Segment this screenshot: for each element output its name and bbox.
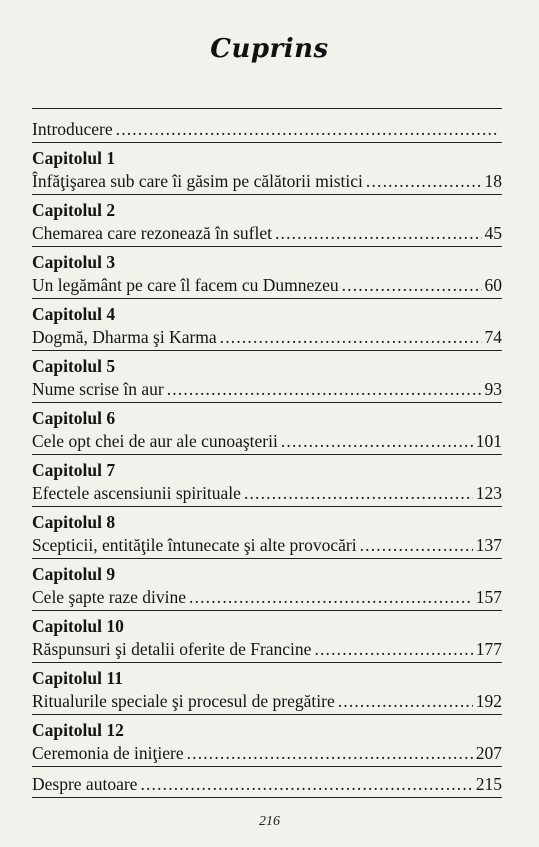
page-title: Cuprins [210,34,329,64]
toc-entry[interactable] [32,220,502,247]
toc-entry-title: Ritualurile speciale şi procesul de pregătire [32,691,335,711]
toc-entry-page: 60 [484,275,502,295]
chapter-heading: Capitolul 11 [32,668,123,688]
dot-leader [366,168,482,195]
dot-leader [187,740,473,767]
chapter-heading: Capitolul 1 [32,148,116,168]
toc-entry-page: 93 [484,379,502,399]
toc-entry[interactable] [32,324,502,351]
chapter-heading: Capitolul 8 [32,512,116,532]
toc-entry[interactable] [32,376,502,403]
dot-leader [116,109,499,149]
chapter-heading: Capitolul 6 [32,408,116,428]
toc-entry-title: Cele opt chei de aur ale cunoaşterii [32,431,278,451]
toc-entry-page: 137 [475,535,502,555]
toc-entry[interactable] [32,584,502,611]
dot-leader [140,767,472,801]
chapter-heading: Capitolul 7 [32,460,116,480]
toc-entry-title: Introducere [32,119,113,139]
dot-leader [314,636,472,663]
toc-entry-title: Înfăţişarea sub care îi găsim pe călătorii mistici [32,171,363,191]
toc-entry[interactable] [32,168,502,195]
toc-entry[interactable] [32,428,502,455]
dot-leader [220,324,482,351]
toc-entry-title: Chemarea care rezonează în suflet [32,223,272,243]
chapter-heading: Capitolul 2 [32,200,116,220]
toc-entry-page: 207 [475,743,502,763]
toc-entry[interactable] [32,688,502,715]
dot-leader [360,532,473,559]
toc-entry-page: 192 [475,691,502,711]
toc-entry[interactable] [32,767,502,798]
toc-entry-title: Despre autoare [32,774,138,794]
toc-entry-title: Scepticii, entităţile întunecate şi alte provocări [32,535,357,555]
dot-leader [167,376,482,403]
chapter-heading: Capitolul 3 [32,252,116,272]
chapter-heading: Capitolul 12 [32,720,124,740]
toc-entry[interactable] [32,480,502,507]
dot-leader [342,272,482,299]
chapter-heading: Capitolul 10 [32,616,124,636]
toc-entry[interactable] [32,740,502,767]
toc-entry-page: 177 [475,639,502,659]
toc-entry[interactable] [32,272,502,299]
chapter-heading: Capitolul 9 [32,564,116,584]
dot-leader [244,480,473,507]
toc-entry[interactable] [32,532,502,559]
toc-entry-title: Efectele ascensiunii spirituale [32,483,241,503]
toc-entry-page: 45 [484,223,502,243]
toc-entry-title: Nume scrise în aur [32,379,164,399]
toc-entry[interactable] [32,636,502,663]
page-number: 216 [259,814,280,829]
toc-entry-page: 123 [475,483,502,503]
table-of-contents [32,108,502,798]
dot-leader [189,584,473,611]
toc-entry-title: Cele şapte raze divine [32,587,187,607]
toc-entry-title: Răspunsuri şi detalii oferite de Francine [32,639,312,659]
chapter-heading: Capitolul 5 [32,356,116,376]
toc-entry-page: 157 [475,587,502,607]
toc-entry-page: 74 [484,327,502,347]
dot-leader [281,428,473,455]
toc-entry-page: 215 [475,774,502,794]
toc-entry-page: 101 [475,431,502,451]
chapter-heading: Capitolul 4 [32,304,116,324]
toc-entry-title: Ceremonia de iniţiere [32,743,184,763]
toc-entry[interactable] [32,109,502,143]
toc-entry-title: Dogmă, Dharma şi Karma [32,327,217,347]
dot-leader [338,688,473,715]
toc-entry-title: Un legământ pe care îl facem cu Dumnezeu [32,275,339,295]
toc-entry-page: 18 [484,171,502,191]
dot-leader [275,220,482,247]
